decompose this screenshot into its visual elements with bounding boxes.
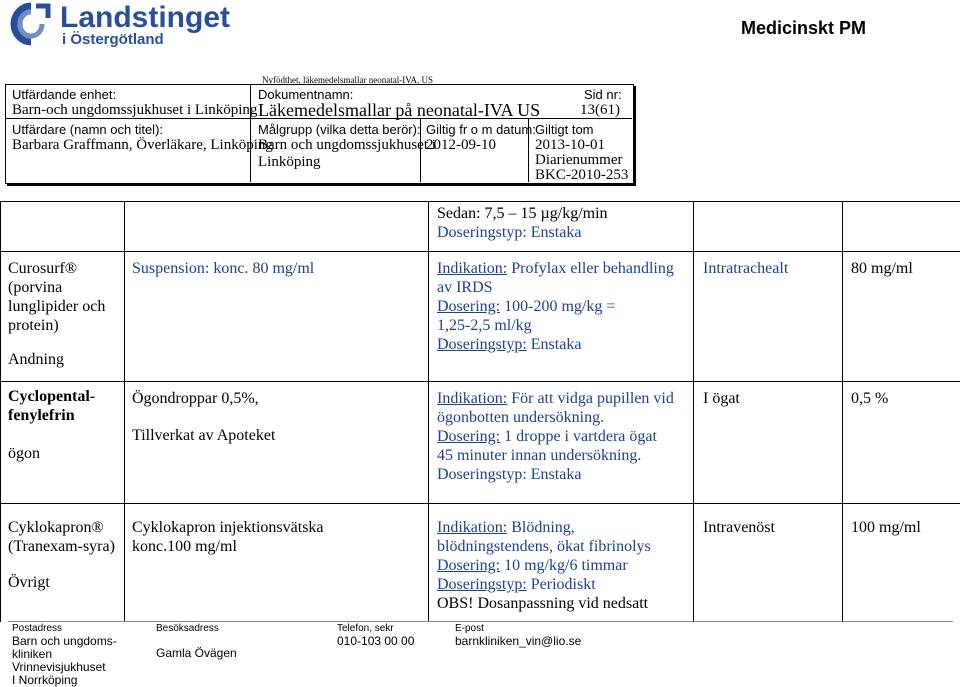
footer-visit-label: Besöksadress <box>156 623 219 634</box>
row3-strength: 100 mg/ml <box>851 519 921 536</box>
table-hline-1 <box>0 251 960 252</box>
valid-to-value: 2013-10-01 <box>535 137 605 153</box>
row1-route: Intratrachealt <box>703 260 789 277</box>
page-value: 13(61) <box>580 102 620 118</box>
row2-form: Ögondroppar 0,5%, <box>132 390 259 407</box>
doc-type-title: Medicinskt PM <box>740 18 866 38</box>
diary-value: BKC-2010-253 <box>535 167 629 183</box>
issuer-label: Utfärdande enhet: <box>12 87 117 102</box>
meta-vdiv-1 <box>250 84 251 182</box>
footer-address: Barn och ungdoms- kliniken Vrinnevisjukhuset I Norrköping <box>12 634 117 687</box>
row3-indication: Indikation: Blödning, blödningstendens, ökat fibrinolys Dosering: 10 mg/kg/6 timmar Doseringstyp: Periodiskt OBS! Dosanpassning vid nedsatt <box>437 519 651 612</box>
footer-phone-label: Telefon, sekr <box>337 623 394 634</box>
valid-from-value: 2012-09-10 <box>426 137 496 153</box>
footer-addr-label: Postadress <box>12 623 63 634</box>
landstinget-logo-icon <box>8 2 54 46</box>
logo-subtitle: i Östergötland <box>62 31 164 48</box>
issuer-value: Barn-och ungdomssjukhuset i Linköping <box>12 102 258 118</box>
target-value-2: Linköping <box>258 154 321 170</box>
table-vline-4 <box>842 201 843 621</box>
row2-category: ögon <box>8 445 40 462</box>
table-hline-3 <box>0 503 960 504</box>
author-value: Barbara Graffmann, Överläkare, Linköping <box>12 137 273 153</box>
row1-category: Andning <box>8 351 64 368</box>
docname-value: Läkemedelsmallar på neonatal-IVA US <box>258 100 541 120</box>
table-vline-3 <box>693 201 694 621</box>
logo-name: Landstinget <box>60 1 230 34</box>
row2-strength: 0,5 % <box>851 390 889 407</box>
diary-label: Diarienummer <box>535 152 623 168</box>
footer-phone-value: 010-103 00 00 <box>337 634 415 648</box>
footer-email-value[interactable]: barnkliniken_vin@lio.se <box>455 634 582 648</box>
table-vline-1 <box>124 201 125 621</box>
row3-route: Intravenöst <box>703 519 775 536</box>
row1-name: Curosurf® (porvina lunglipider och protein) <box>8 260 106 334</box>
valid-from-label: Giltig fr o m datum: <box>426 122 536 137</box>
row1-strength: 80 mg/ml <box>851 260 913 277</box>
small-title: Nyfödthet, läkemedelsmallar neonatal-IVA, US <box>262 75 434 85</box>
docname-label: Dokumentnamn: <box>258 87 354 102</box>
row2-name: Cyclopental- fenylefrin <box>8 388 96 424</box>
target-value-1: Barn och ungdomssjukhuset i <box>258 137 436 153</box>
row2-form-2: Tillverkat av Apoteket <box>132 427 276 444</box>
logo <box>8 1 230 50</box>
author-label: Utfärdare (namn och titel): <box>12 122 164 137</box>
table-vline-2 <box>428 201 429 621</box>
row2-indication: Indikation: För att vidga pupillen vid ögonbotten undersökning. Dosering: 1 droppe i vartdera ögat 45 minuter innan undersökning. Doseringstyp: Enstaka <box>437 390 674 483</box>
table-hline-2 <box>0 381 960 382</box>
row1-indication: Indikation: Profylax eller behandling av IRDS Dosering: 100-200 mg/kg = 1,25-2,5 ml/kg Doseringstyp: Enstaka <box>437 260 674 353</box>
valid-to-label: Giltigt tom <box>535 122 594 137</box>
top-row-line-1: Sedan: 7,5 – 15 µg/kg/min <box>437 205 608 222</box>
page-label: Sid nr: <box>584 87 622 102</box>
row2-route: I ögat <box>703 390 740 407</box>
top-row-line-2: Doseringstyp: Enstaka <box>437 224 582 241</box>
row1-form: Suspension: konc. 80 mg/ml <box>132 260 315 277</box>
row3-form: Cyklokapron injektionsvätska konc.100 mg/ml <box>132 519 324 555</box>
row3-name: Cyklokapron® (Tranexam-syra) <box>8 519 115 555</box>
row3-category: Övrigt <box>8 574 50 591</box>
footer-divider <box>8 621 953 622</box>
footer-visit-value: Gamla Övägen <box>156 646 237 660</box>
footer-email-label: E-post <box>455 623 484 634</box>
target-label: Målgrupp (vilka detta berör): <box>258 122 421 137</box>
